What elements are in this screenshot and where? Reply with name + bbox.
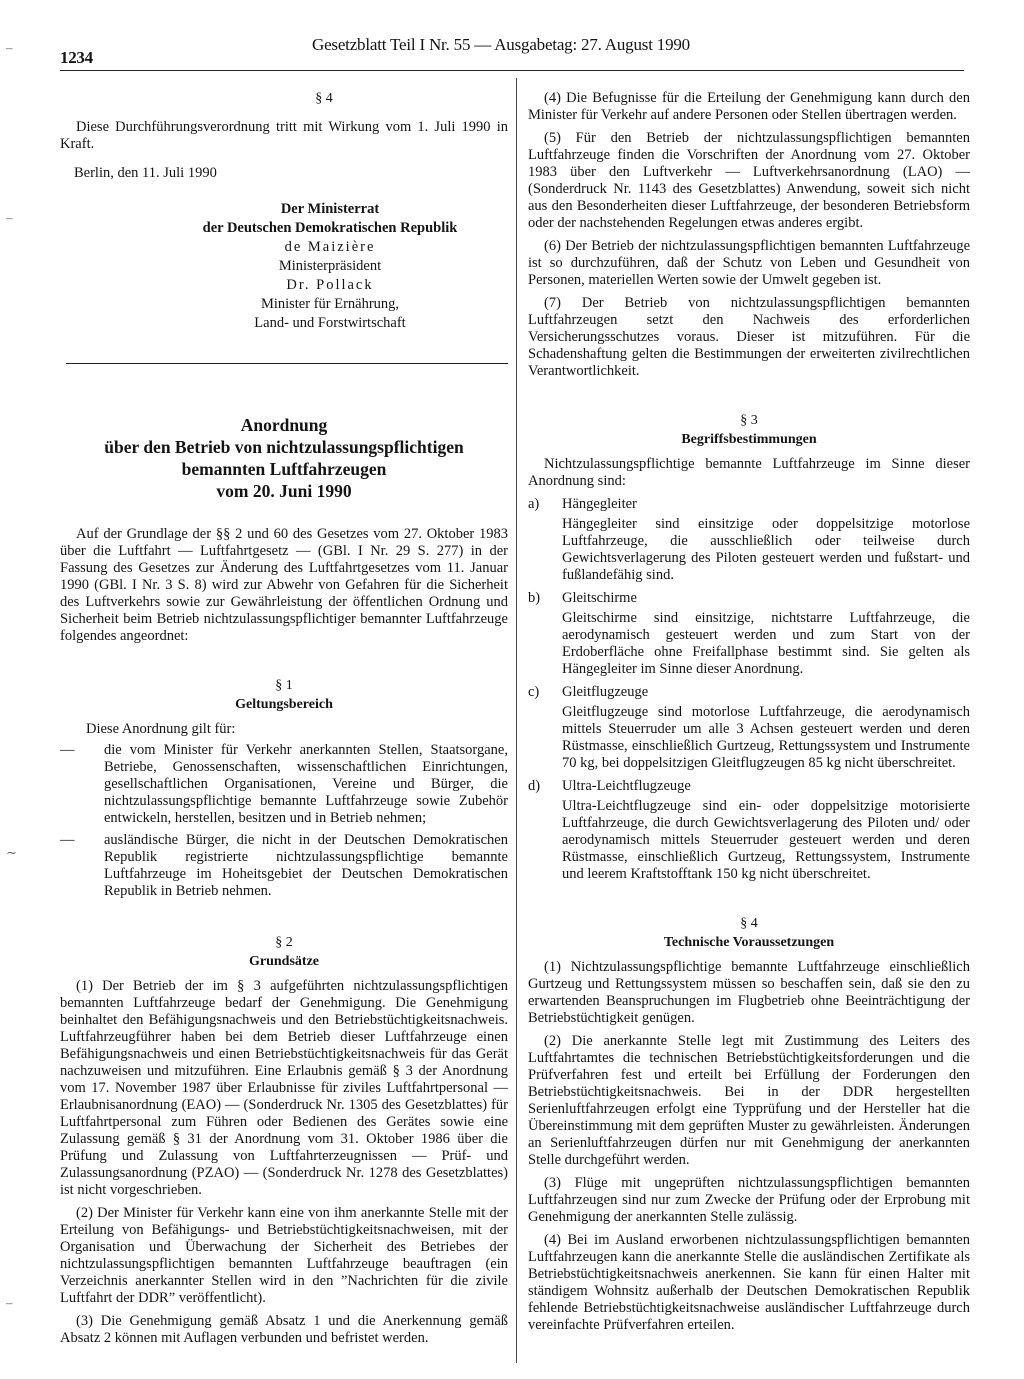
s4-number: § 4 bbox=[740, 916, 758, 931]
s2-paragraph-1: (1) Der Betrieb der im § 3 aufgeführten nichtzulassungspflichtigen bemannten Luftfahrzeuge bedarf der Genehmigung. Die Genehmigung beinhaltet den Befähigungsnachweis und den Betriebstüchtigkeitsnachweis. Luftfahrzeugführer haben bei dem Betrieb dieser Luftfahrzeuge einen Befähigungsnachweis und einen Betriebstüchtigkeitsnachweis für das Gerät nachzuweisen und mitzuführen. Eine Erlaubnis gemäß § 3 der Anordnung vom 17. November 1987 über Erlaubnisse für ziviles Luftfahrtpersonal — Erlaubnisanordnung (EAO) — (Sonderdruck Nr. 1305 des Gesetzblattes) für Luftfahrtpersonal zum Führen oder Bedienen des Gerätes sowie eine Zulassung gemäß § 31 der Anordnung vom 31. Oktober 1986 über die Prüfung und Zulassung von Luftfahrterzeugnissen — Prüf- und Zulassungsanordnung (PZAO) — (Sonderdruck Nr. 1278 des Gesetzblattes) ist nicht vorgeschrieben. bbox=[60, 978, 508, 1198]
signing-date: Berlin, den 11. Juli 1990 bbox=[74, 165, 217, 181]
s3-title: Begriffsbestimmungen bbox=[681, 432, 817, 447]
s3-number: § 3 bbox=[740, 413, 758, 428]
s1-title: Geltungsbereich bbox=[235, 697, 333, 712]
margin-mark-1: – bbox=[6, 40, 13, 55]
definition-term: Gleitschirme bbox=[562, 590, 637, 606]
right-column bbox=[528, 90, 970, 1340]
ordinance-title-line4: vom 20. Juni 1990 bbox=[216, 481, 352, 501]
list-item-text: ausländische Bürger, die nicht in der Deutschen Demokratischen Republik registrierte nichtzulassungspflichtige bemannte Luftfahrzeuge im Hoheitsgebiet der Deutschen Demokratischen Republik in Betrieb nehmen. bbox=[104, 832, 508, 899]
prev-section-text: Diese Durchführungsverordnung tritt mit Wirkung vom 1. Juli 1990 in Kraft. bbox=[60, 119, 508, 152]
section-separator-rule bbox=[66, 363, 508, 364]
list-dash: — bbox=[60, 742, 75, 758]
ordinance-preamble: Auf der Grundlage der §§ 2 und 60 des Gesetzes vom 27. Oktober 1983 über die Luftfahrt — Luftfahrtgesetz — (GBl. I Nr. 29 S. 277) in der Fassung des Gesetzes zur Änderung des Luftfahrtgesetzes vom 11. Januar 1990 (GBl. I Nr. 3 S. 8) wird zur Abwehr von Gefahren für die Sicherheit des Luftverkehrs sowie zur Gewährleistung der öffentlichen Ordnung und Sicherheit beim Betrieb nichtzulassungspflichtiger bemannter Luftfahrzeuge folgendes angeordnet: bbox=[60, 526, 508, 644]
s2-title: Grundsätze bbox=[249, 954, 319, 969]
page-number: 1234 bbox=[60, 48, 93, 67]
definition-text: Hängegleiter sind einsitzige oder doppelsitzige motorlose Luftfahrzeuge, die ausschließlich oder teilweise durch Gewichtsverlagerung des Piloten gesteuert werden und fußstart- und fußlandefähig sind. bbox=[562, 516, 970, 583]
ordinance-title-line2: über den Betrieb von nichtzulassungspflichtigen bbox=[104, 437, 464, 457]
s1-number: § 1 bbox=[275, 678, 293, 693]
column-divider bbox=[516, 78, 517, 1363]
header-rule bbox=[60, 70, 964, 71]
margin-mark-3: ∼ bbox=[6, 845, 17, 860]
prev-section-number: § 4 bbox=[315, 91, 333, 106]
s1-intro: Diese Anordnung gilt für: bbox=[86, 721, 236, 737]
s2-paragraph-5: (5) Für den Betrieb der nichtzulassungspflichtigen bemannten Luftfahrzeuge finden die Vorschriften der Anordnung vom 27. Oktober 1983 über den Luftverkehr — Luftverkehrsanordnung (LAO) — (Sonderdruck Nr. 1143 des Gesetzblattes) Anwendung, soweit sich nicht aus den Besonderheiten dieser Luftfahrzeuge, der besonderen Betriebsform oder der nachstehenden Regelungen etwas anderes ergibt. bbox=[528, 130, 970, 231]
definition-term: Ultra-Leichtflugzeuge bbox=[562, 778, 691, 794]
s3-intro: Nichtzulassungspflichtige bemannte Luftfahrzeuge im Sinne dieser Anordnung sind: bbox=[528, 456, 970, 489]
s1-list bbox=[60, 742, 508, 900]
definition-marker: c) bbox=[528, 684, 540, 700]
s2-number: § 2 bbox=[275, 935, 293, 950]
signature-org-line2: der Deutschen Demokratischen Republik bbox=[202, 220, 458, 236]
definition-item bbox=[528, 496, 970, 584]
page-header-title: Gesetzblatt Teil I Nr. 55 — Ausgabetag: 27. August 1990 bbox=[312, 35, 690, 54]
s2-paragraph-6: (6) Der Betrieb der nichtzulassungspflichtigen bemannten Luftfahrzeuge ist so durchzuführen, daß der Schutz von Leben und Gesundheit von Personen, materiellen Werten sowie der Umwelt gegeben ist. bbox=[528, 238, 970, 288]
signature-role-2-line2: Land- und Forstwirtschaft bbox=[254, 315, 406, 331]
definition-marker: b) bbox=[528, 590, 541, 606]
definition-text: Gleitflugzeuge sind motorlose Luftfahrzeuge, die aerodynamisch mittels Steuerruder um alle 3 Achsen gesteuert werden und deren Rüstmasse, einschließlich Gurtzeug, Rettungssystem und Instrumente 70 kg, bei doppelsitzigen Gleitflugzeugen 85 kg nicht überschreitet. bbox=[562, 704, 970, 771]
s2-paragraph-3: (3) Die Genehmigung gemäß Absatz 1 und die Anerkennung gemäß Absatz 2 können mit Auflagen verbunden und befristet werden. bbox=[60, 1313, 508, 1346]
s2-paragraph-2: (2) Der Minister für Verkehr kann eine von ihm anerkannte Stelle mit der Erteilung von Befähigungs- und Betriebstüchtigkeitsnachweisen, mit der Organisation und Überwachung der Sicherheit des Betriebes der nichtzulassungspflichtigen bemannten Luftfahrzeuge beauftragen (ein Verzeichnis anerkannter Stellen wird in den ”Nachrichten für die zivile Luftfahrt der DDR” veröffentlicht). bbox=[60, 1205, 508, 1306]
definition-marker: a) bbox=[528, 496, 540, 512]
definition-item bbox=[528, 684, 970, 772]
definition-item bbox=[528, 590, 970, 678]
left-column bbox=[60, 90, 508, 1353]
definition-text: Ultra-Leichtflugzeuge sind ein- oder doppelsitzige motorisierte Luftfahrzeuge, die durch Gewichtsverlagerung des Piloten und/ oder aerodynamisch mittels Steuerruder gesteuert werden und deren Rüstmasse, einschließlich Gurtzeug, Rettungssystem, Instrumente und leerem Kraftstofftank 150 kg nicht überschreitet. bbox=[562, 798, 970, 882]
list-dash: — bbox=[60, 832, 75, 848]
definition-text: Gleitschirme sind einsitzige, nichtstarre Luftfahrzeuge, die aerodynamisch gesteuert werden und zum Start von der Erdoberfläche ohne Freifallphase bestimmt sind. Sie gelten als Hängegleiter im Sinne dieser Anordnung. bbox=[562, 610, 970, 677]
signature-block bbox=[200, 200, 460, 333]
signature-role-1: Ministerpräsident bbox=[278, 258, 382, 274]
s4-paragraph-4: (4) Bei im Ausland erworbenen nichtzulassungspflichtigen bemannten Luftfahrzeugen kann die anerkannte Stelle die ausländischen Zertifikate als Betriebstüchtigkeitsnachweis anerkennen. Sie kann für einen Halter mit ständigem Wohnsitz außerhalb der Deutschen Demokratischen Republik fehlende Betriebstüchtigkeitsnachweise ausländischer Luftfahrzeuge durch vereinfachte Prüfverfahren erteilen. bbox=[528, 1232, 970, 1333]
signature-name-2: Dr. Pollack bbox=[286, 277, 374, 293]
list-item bbox=[60, 742, 508, 827]
s4-title: Technische Voraussetzungen bbox=[663, 935, 835, 950]
list-item bbox=[60, 832, 508, 900]
definition-term: Gleitflugzeuge bbox=[562, 684, 649, 700]
s2-paragraph-4: (4) Die Befugnisse für die Erteilung der Genehmigung kann durch den Minister für Verkehr auf andere Personen oder Stellen übertragen werden. bbox=[528, 90, 970, 123]
ordinance-title-line3: bemannten Luftfahrzeugen bbox=[181, 459, 387, 479]
s4-paragraph-2: (2) Die anerkannte Stelle legt mit Zustimmung des Leiters des Luftfahrtamtes die technischen Betriebstüchtigkeitsforderungen und die Prüfverfahren fest und erteilt bei Erfüllung der Forderungen den Betriebstüchtigkeitsnachweis. Bei in der DDR hergestellten Serienluftfahrzeugen erfolgt eine Typprüfung und der Hersteller hat die Übereinstimmung mit dem geprüften Muster zu gewährleisten. Änderungen an Serienluftfahrzeugen dürfen nur mit Genehmigung der anerkannten Stelle durchgeführt werden. bbox=[528, 1033, 970, 1168]
definition-term: Hängegleiter bbox=[562, 496, 637, 512]
signature-role-2-line1: Minister für Ernährung, bbox=[260, 296, 400, 312]
margin-mark-4: – bbox=[6, 1295, 13, 1310]
s2-paragraph-7: (7) Der Betrieb von nichtzulassungspflichtigen bemannten Luftfahrzeugen setzt den Nachweis des erforderlichen Versicherungsschutzes voraus. Dieser ist mitzuführen. Für die Schadenshaftung gelten die Bestimmungen der erweiterten zivilrechtlichen Verantwortlichkeit. bbox=[528, 295, 970, 379]
definition-marker: d) bbox=[528, 778, 541, 794]
s4-paragraph-3: (3) Flüge mit ungeprüften nichtzulassungspflichtigen bemannten Luftfahrzeugen sind nur zum Zwecke der Prüfung oder der Erprobung mit Genehmigung der anerkannten Stelle zulässig. bbox=[528, 1175, 970, 1225]
signature-name-1: de Maizière bbox=[284, 239, 376, 255]
ordinance-title-line1: Anordnung bbox=[240, 415, 328, 435]
definition-item bbox=[528, 778, 970, 883]
margin-mark-2: – bbox=[6, 210, 13, 225]
s4-paragraph-1: (1) Nichtzulassungspflichtige bemannte Luftfahrzeuge einschließlich Gurtzeug und Rettungssystem müssen so beschaffen sein, daß sie den zu erwartenden Beanspruchungen im Flugbetrieb ohne Beeinträchtigung der Betriebstüchtigkeit genügen. bbox=[528, 959, 970, 1026]
signature-org-line1: Der Ministerrat bbox=[280, 201, 380, 217]
ordinance-title bbox=[60, 414, 508, 502]
list-item-text: die vom Minister für Verkehr anerkannten Stellen, Staatsorgane, Betriebe, Genossenschaften, wissenschaftlichen Einrichtungen, gesellschaftlichen Organisationen, Vereine und Bürger, die nichtzulassungspflichtige bemannte Luftfahrzeuge sowie Zubehör entwickeln, herstellen, besitzen und in Betrieb nehmen; bbox=[104, 742, 508, 826]
